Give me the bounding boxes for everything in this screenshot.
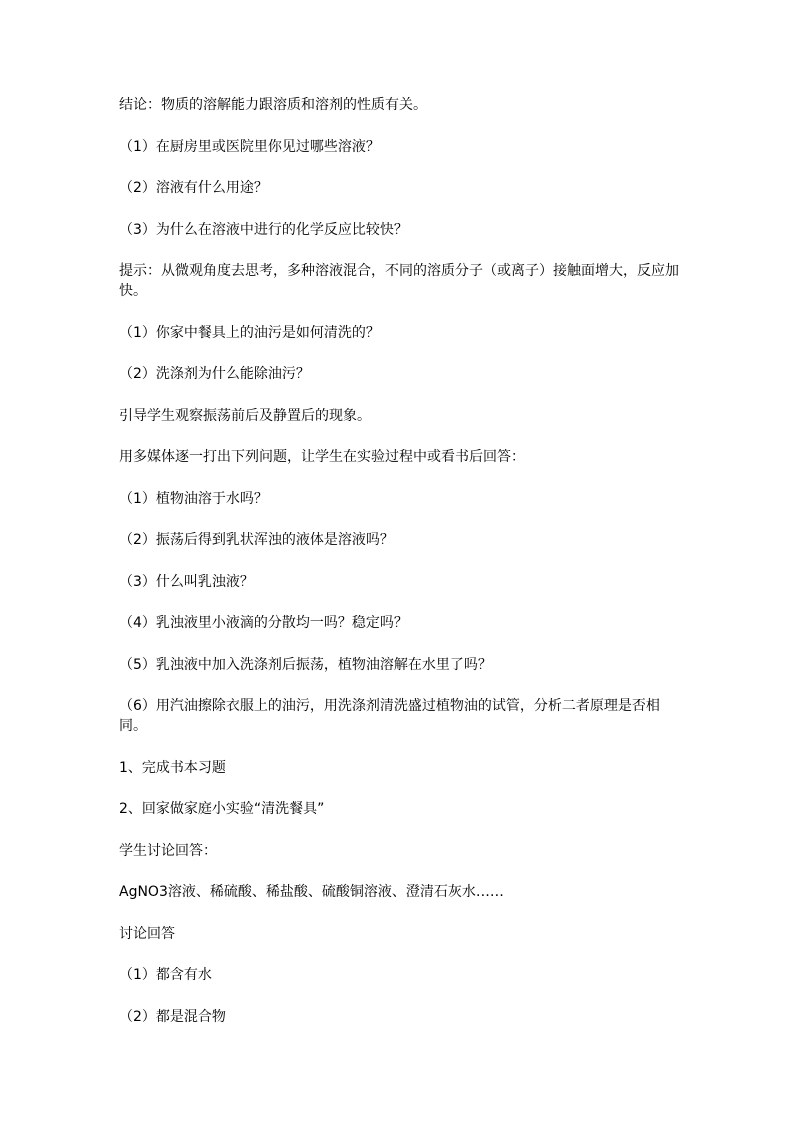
question-4-droplet-stability: （4）乳浊液里小液滴的分散均一吗？稳定吗？ bbox=[119, 615, 408, 631]
question-6-gasoline-vs-detergent: （6）用汽油擦除衣服上的油污，用洗涤剂清洗盛过植物油的试管，分析二者原理是否相同。 bbox=[119, 698, 660, 734]
discussion-answer-heading: 讨论回答 bbox=[119, 925, 175, 942]
question-2-solution-uses: （2）溶液有什么用途？ bbox=[119, 180, 268, 196]
answer-1-contains-water: （1）都含有水 bbox=[119, 967, 212, 983]
answer-2-mixtures: （2）都是混合物 bbox=[119, 1008, 226, 1025]
question-3-emulsion-definition: （3）什么叫乳浊液？ bbox=[119, 573, 254, 590]
question-1-oil-dissolve: （1）植物油溶于水吗？ bbox=[119, 490, 268, 507]
student-discussion-heading: 学生讨论回答： bbox=[119, 842, 217, 859]
question-3-reaction-speed: （3）为什么在溶液中进行的化学反应比较快？ bbox=[119, 221, 408, 238]
guide-observation-paragraph: 引导学生观察振荡前后及静置后的现象。 bbox=[119, 407, 371, 424]
multimedia-instruction-paragraph: 用多媒体逐一打出下列问题，让学生在实验过程中或看书后回答： bbox=[119, 449, 525, 465]
homework-item-2: 2、回家做家庭小实验“清洗餐具” bbox=[119, 801, 325, 817]
question-2-detergent: （2）洗涤剂为什么能除油污？ bbox=[119, 366, 310, 382]
question-1-grease-cleaning: （1）你家中餐具上的油污是如何清洗的？ bbox=[119, 324, 380, 341]
question-1-kitchen-hospital: （1）在厨房里或医院里你见过哪些溶液？ bbox=[119, 138, 380, 155]
question-5-detergent-oscillation: （5）乳浊液中加入洗涤剂后振荡，植物油溶解在水里了吗？ bbox=[119, 656, 492, 673]
hint-paragraph: 提示：从微观角度去思考，多种溶液混合，不同的溶质分子（或离子）接触面增大，反应加快。 bbox=[119, 263, 679, 299]
solution-examples-paragraph: AgNO3溶液、稀硫酸、稀盐酸、硫酸铜溶液、澄清石灰水…… bbox=[119, 884, 504, 900]
document-body bbox=[119, 95, 679, 1048]
conclusion-paragraph: 结论：物质的溶解能力跟溶质和溶剂的性质有关。 bbox=[119, 97, 427, 113]
question-2-emulsion-solution: （2）振荡后得到乳状浑浊的液体是溶液吗？ bbox=[119, 532, 394, 548]
homework-item-1: 1、完成书本习题 bbox=[119, 759, 226, 776]
